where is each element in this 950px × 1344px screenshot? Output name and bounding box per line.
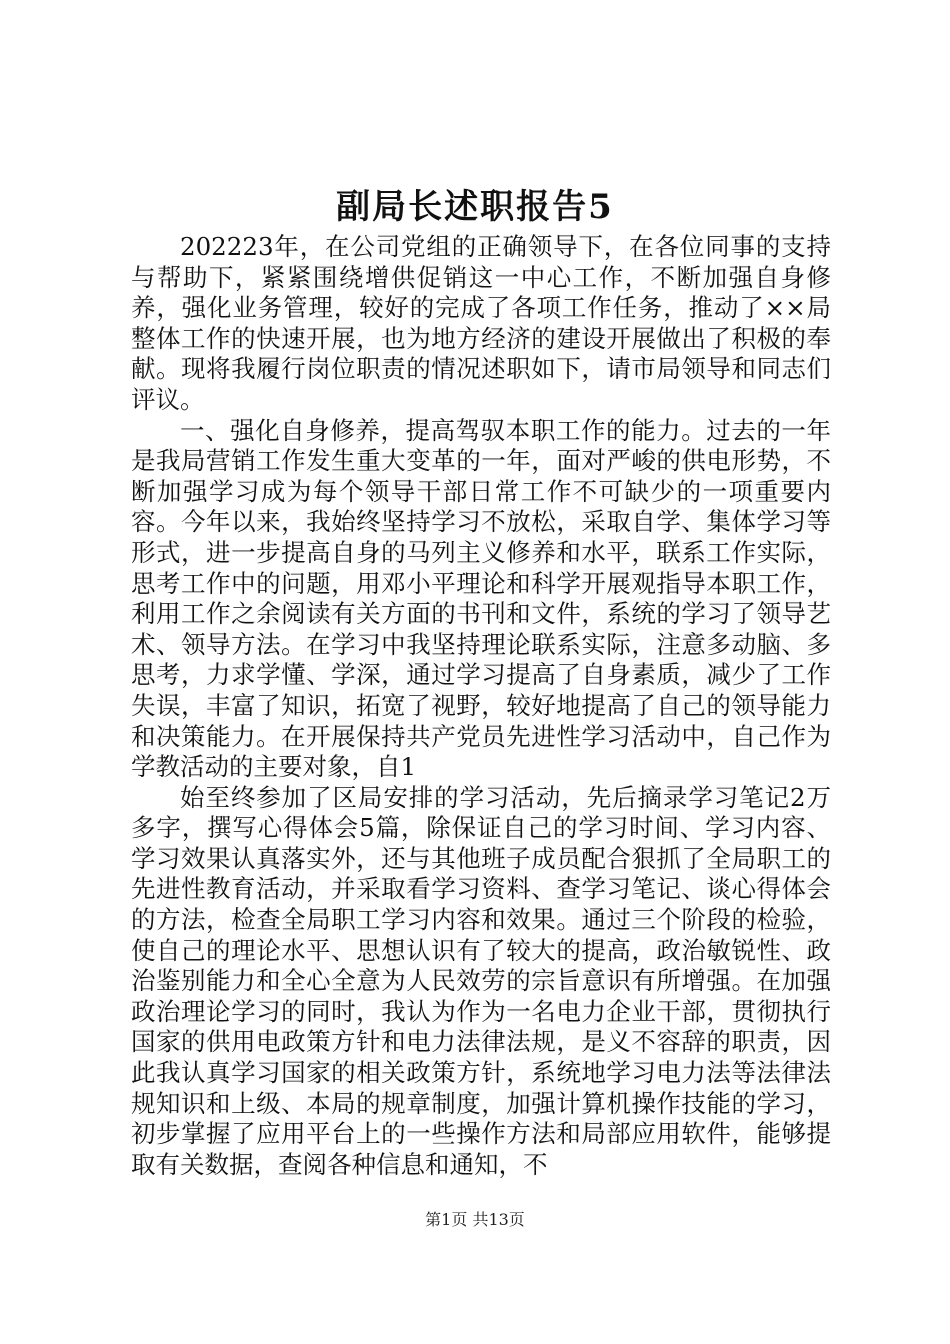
paragraph-section-1: 一、强化自身修养，提高驾驭本职工作的能力。过去的一年是我局营销工作发生重大变革的一年，面对严峻的供电形势，不断加强学习成为每个领导干部日常工作不可缺少的一项重要内容。今年以来，我始终坚持学习不放松，采取自学、集体学习等形式，进一步提高自身的马列主义修养和水平，联系工作实际，思考工作中的问题，用邓小平理论和科学开展观指导本职工作，利用工作之余阅读有关方面的书刊和文件，系统的学习了领导艺术、领导方法。在学习中我坚持理论联系实际，注意多动脑、多思考，力求学懂、学深，通过学习提高了自身素质，减少了工作失误，丰富了知识，拓宽了视野，较好地提高了自己的领导能力和决策能力。在开展保持共产党员先进性学习活动中，自己作为学教活动的主要对象，自1 <box>131 415 831 782</box>
page-number-footer: 第1页 共13页 <box>425 1210 525 1229</box>
document-title: 副局长述职报告5 <box>336 187 614 227</box>
document-body <box>131 232 831 1180</box>
paragraph-intro: 202223年，在公司党组的正确领导下，在各位同事的支持与帮助下，紧紧围绕增供促销这一中心工作，不断加强自身修养，强化业务管理，较好的完成了各项工作任务，推动了××局整体工作的快速开展，也为地方经济的建设开展做出了积极的奉献。现将我履行岗位职责的情况述职如下，请市局领导和同志们评议。 <box>131 232 831 414</box>
paragraph-continuation: 始至终参加了区局安排的学习活动，先后摘录学习笔记2万多字，撰写心得体会5篇，除保证自己的学习时间、学习内容、学习效果认真落实外，还与其他班子成员配合狠抓了全局职工的先进性教育活动，并采取看学习资料、查学习笔记、谈心得体会的方法，检查全局职工学习内容和效果。通过三个阶段的检验，使自己的理论水平、思想认识有了较大的提高，政治敏锐性、政治鉴别能力和全心全意为人民效劳的宗旨意识有所增强。在加强政治理论学习的同时，我认为作为一名电力企业干部，贯彻执行国家的供用电政策方针和电力法律法规，是义不容辞的职责，因此我认真学习国家的相关政策方针，系统地学习电力法等法律法规知识和上级、本局的规章制度，加强计算机操作技能的学习，初步掌握了应用平台上的一些操作方法和局部应用软件，能够提取有关数据，查阅各种信息和通知，不 <box>131 782 831 1179</box>
